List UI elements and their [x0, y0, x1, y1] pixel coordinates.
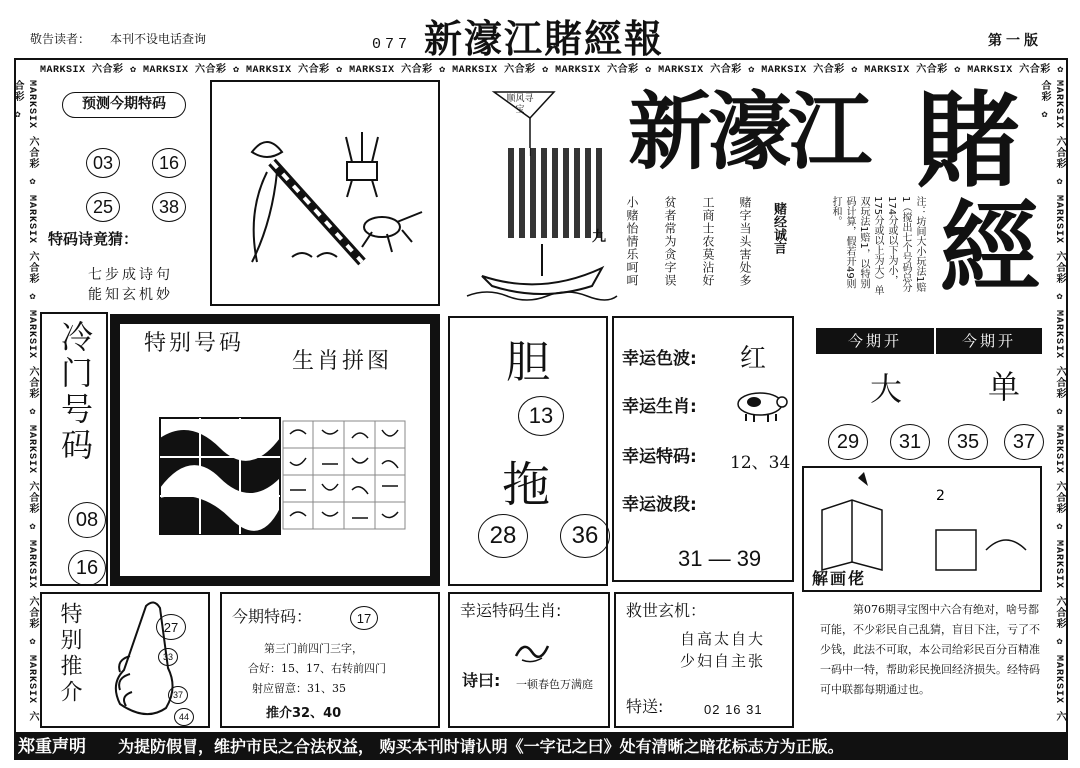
footer-label: 郑重声明	[18, 737, 86, 757]
lucky-color-label: 幸运色波:	[622, 349, 697, 369]
reader-notice-text: 本刊不设电话查询	[110, 32, 207, 46]
rules-note	[796, 196, 926, 296]
pig-icon	[730, 388, 790, 422]
poem-text: 一顿春色万满庭	[516, 678, 593, 691]
lucky-code-value: 12、34	[730, 453, 791, 473]
poem-label: 诗曰:	[462, 671, 501, 690]
cold-number: 16	[68, 550, 106, 586]
lucky-color-value: 红	[740, 344, 767, 374]
flag-text: 顺风寻宝	[506, 94, 534, 115]
poem-line: 七步成诗句	[88, 267, 173, 283]
this-code-line: 射应留意：31、35	[252, 682, 346, 695]
sayings-title: 赌经诚言	[771, 202, 786, 254]
saying-line: 小赌怡情乐呵呵	[625, 196, 639, 287]
border-strip-top: MARKSIX 六合彩 ✿ MARKSIX 六合彩 ✿ MARKSIX 六合彩 ✿ MARKSIX 六合彩 ✿ MARKSIX 六合彩 ✿ MARKSIX 六合彩 ✿ MARKSIX 六合彩 ✿ MARKSIX 六合彩 ✿ MARKSIX 六合彩 ✿ MARKSIX 六合彩 ✿	[40, 65, 1064, 76]
saying-line: 贫者常为贪字误	[663, 196, 677, 287]
lucky-code-label: 幸运特码:	[622, 447, 697, 467]
tuo-number: 28	[478, 514, 528, 558]
rules-note-text: 坊间大小玩法1赔1（搅出七个号码总分174分或以下为小，175分或以上为大）单双玩法1赔1，以特别码计算，假若开49则打和。	[830, 196, 925, 296]
poem-line: 能知玄机妙	[88, 287, 173, 303]
open-number: 37	[1004, 424, 1044, 460]
border-strip-left: MARKSIX 六合彩 ✿ MARKSIX 六合彩 ✿ MARKSIX 六合彩 ✿ MARKSIX 六合彩 ✿ MARKSIX 六合彩 ✿ MARKSIX 六合彩 ✿	[11, 80, 37, 723]
boat-icon	[462, 236, 612, 306]
save-line: 少妇自主张	[680, 652, 766, 670]
border-strip-right: MARKSIX 六合彩 ✿ MARKSIX 六合彩 ✿ MARKSIX 六合彩 ✿ MARKSIX 六合彩 ✿ MARKSIX 六合彩 ✿ MARKSIX 六合彩 ✿	[1038, 80, 1064, 723]
open-head-2: 今期开	[936, 328, 1042, 354]
issue-number: 077	[372, 36, 412, 53]
cold-number: 08	[68, 502, 106, 538]
send-value: 02 16 31	[704, 702, 763, 717]
forecast-title: 预测今期特码	[62, 92, 186, 118]
recommend-number: 27	[156, 614, 186, 640]
poem-guess-label: 特码诗竟猜：	[48, 230, 139, 248]
open-number: 29	[828, 424, 868, 460]
saying-line: 赌字当头害处多	[738, 196, 752, 287]
jiehua-label: 解画佬	[812, 569, 867, 588]
open-number: 35	[948, 424, 988, 460]
this-code-bottom: 推介32、40	[266, 706, 342, 721]
forecast-number: 25	[86, 192, 120, 222]
cartoon-illustration	[212, 82, 438, 304]
lucky-range-label: 幸运波段:	[622, 495, 697, 515]
open-value-1: 大	[870, 370, 903, 408]
dan-label: 胆	[506, 337, 550, 388]
masthead-title-char: 經	[940, 189, 1040, 307]
recommend-number: 44	[174, 708, 194, 726]
this-code-line: 第三门前四门三字，	[264, 642, 363, 655]
puzzle-title: 特别号码	[144, 331, 245, 356]
save-label: 救世玄机：	[626, 601, 707, 620]
open-value-2: 单	[988, 368, 1021, 406]
recommend-number: 37	[168, 686, 188, 704]
calligraphy-char: 九	[592, 229, 606, 245]
this-code-number: 17	[350, 606, 378, 630]
lucky-zodiac-label: 幸运生肖:	[622, 397, 697, 417]
dragon-icon	[512, 636, 552, 666]
svg-text:2: 2	[936, 488, 945, 504]
tuo-number: 36	[560, 514, 610, 558]
calligraphy-art	[508, 148, 604, 238]
open-head-1: 今期开	[816, 328, 934, 354]
forecast-number: 03	[86, 148, 120, 178]
send-label: 特送:	[626, 697, 664, 716]
this-code-line: 合好：15、17、右转前四门	[248, 662, 386, 675]
jiehua-text: 第076期寻宝图中六合有绝对，啥号都可能，不少彩民自己乱猜，盲目下注，亏了不少钱，此法不可取，本公司给彩民百分百精准一码中一特，帮助彩民挽回经济损失。经特码可中联都每期通过也。	[820, 603, 1040, 696]
rules-note-label: 注：	[914, 196, 925, 216]
lucky-range-value: 31 — 39	[678, 546, 762, 571]
open-number: 31	[890, 424, 930, 460]
newspaper-title: 新濠江賭經報	[424, 16, 665, 61]
save-line: 自高太自大	[680, 630, 766, 648]
this-code-label: 今期特码：	[232, 607, 313, 626]
forecast-number: 38	[152, 192, 186, 222]
dan-number: 13	[518, 396, 564, 436]
footer-text: 为提防假冒，维护市民之合法权益， 购买本刊时请认明《一字记之曰》处有清晰之暗花标志方为正版。	[118, 737, 844, 756]
puzzle-grid	[282, 420, 406, 530]
saying-line: 工商士农莫沾好	[701, 196, 715, 287]
forecast-number: 16	[152, 148, 186, 178]
tuo-label: 拖	[502, 457, 551, 513]
cartoon-panel	[210, 80, 440, 306]
puzzle-subtitle: 生肖拼图	[292, 349, 393, 374]
edition-label: 第一版	[988, 33, 1042, 49]
masthead-title-char: 賭	[916, 79, 1021, 202]
hand-icon	[100, 596, 200, 724]
recommend-number: 33	[158, 648, 178, 666]
puzzle-image	[160, 418, 280, 534]
reader-notice-label: 敬告读者：	[30, 32, 91, 46]
recommend-label: 特别推介	[57, 602, 82, 706]
cold-numbers-label: 冷门号码	[56, 320, 94, 464]
masthead-title: 新濠江	[628, 82, 869, 181]
zodiac-poem-label: 幸运特码生肖:	[460, 601, 562, 620]
